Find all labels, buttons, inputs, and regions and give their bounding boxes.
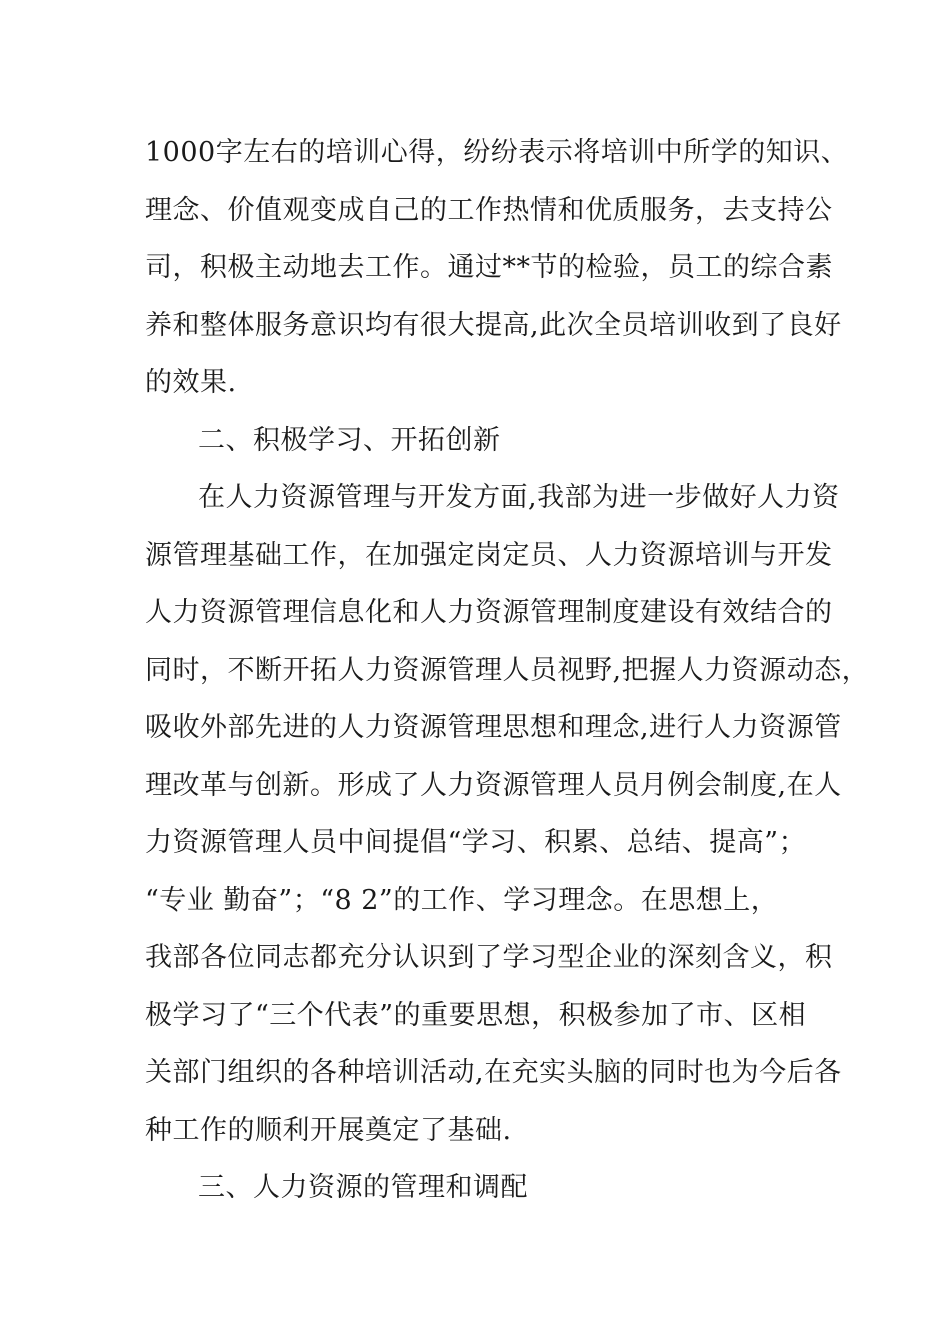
section-heading: 二、积极学习、开拓创新 bbox=[198, 425, 501, 456]
text-line: 关部门组织的各种培训活动,在充实头脑的同时也为今后各 bbox=[145, 1057, 842, 1088]
text-line: 我部各位同志都充分认识到了学习型企业的深刻含义，积 bbox=[145, 942, 833, 973]
text-line: 同时，不断开拓人力资源管理人员视野,把握人力资源动态， bbox=[145, 655, 870, 686]
text-line: 的效果. bbox=[145, 367, 237, 398]
section-heading: 三、人力资源的管理和调配 bbox=[198, 1172, 528, 1203]
text-line: “专业 勤奋”；“8 2”的工作、学习理念。在思想上， bbox=[145, 885, 779, 916]
text-line: 人力资源管理信息化和人力资源管理制度建设有效结合的 bbox=[145, 597, 833, 628]
text-line: 源管理基础工作，在加强定岗定员、人力资源培训与开发 bbox=[145, 540, 833, 571]
text-line: 吸收外部先进的人力资源管理思想和理念,进行人力资源管 bbox=[145, 712, 842, 743]
text-line: 种工作的顺利开展奠定了基础. bbox=[145, 1115, 512, 1146]
text-line: 1000字左右的培训心得，纷纷表示将培训中所学的知识、 bbox=[145, 137, 849, 168]
text-line: 养和整体服务意识均有很大提高,此次全员培训收到了良好 bbox=[145, 310, 842, 341]
text-line: 在人力资源管理与开发方面,我部为进一步做好人力资 bbox=[198, 482, 840, 513]
text-line: 司，积极主动地去工作。通过**节的检验，员工的综合素 bbox=[145, 252, 833, 283]
text-line: 力资源管理人员中间提倡“学习、积累、总结、提高”； bbox=[145, 827, 807, 858]
text-line: 极学习了“三个代表”的重要思想，积极参加了市、区相 bbox=[145, 1000, 807, 1031]
text-line: 理改革与创新。形成了人力资源管理人员月例会制度,在人 bbox=[145, 770, 842, 801]
text-line: 理念、价值观变成自己的工作热情和优质服务，去支持公 bbox=[145, 195, 833, 226]
